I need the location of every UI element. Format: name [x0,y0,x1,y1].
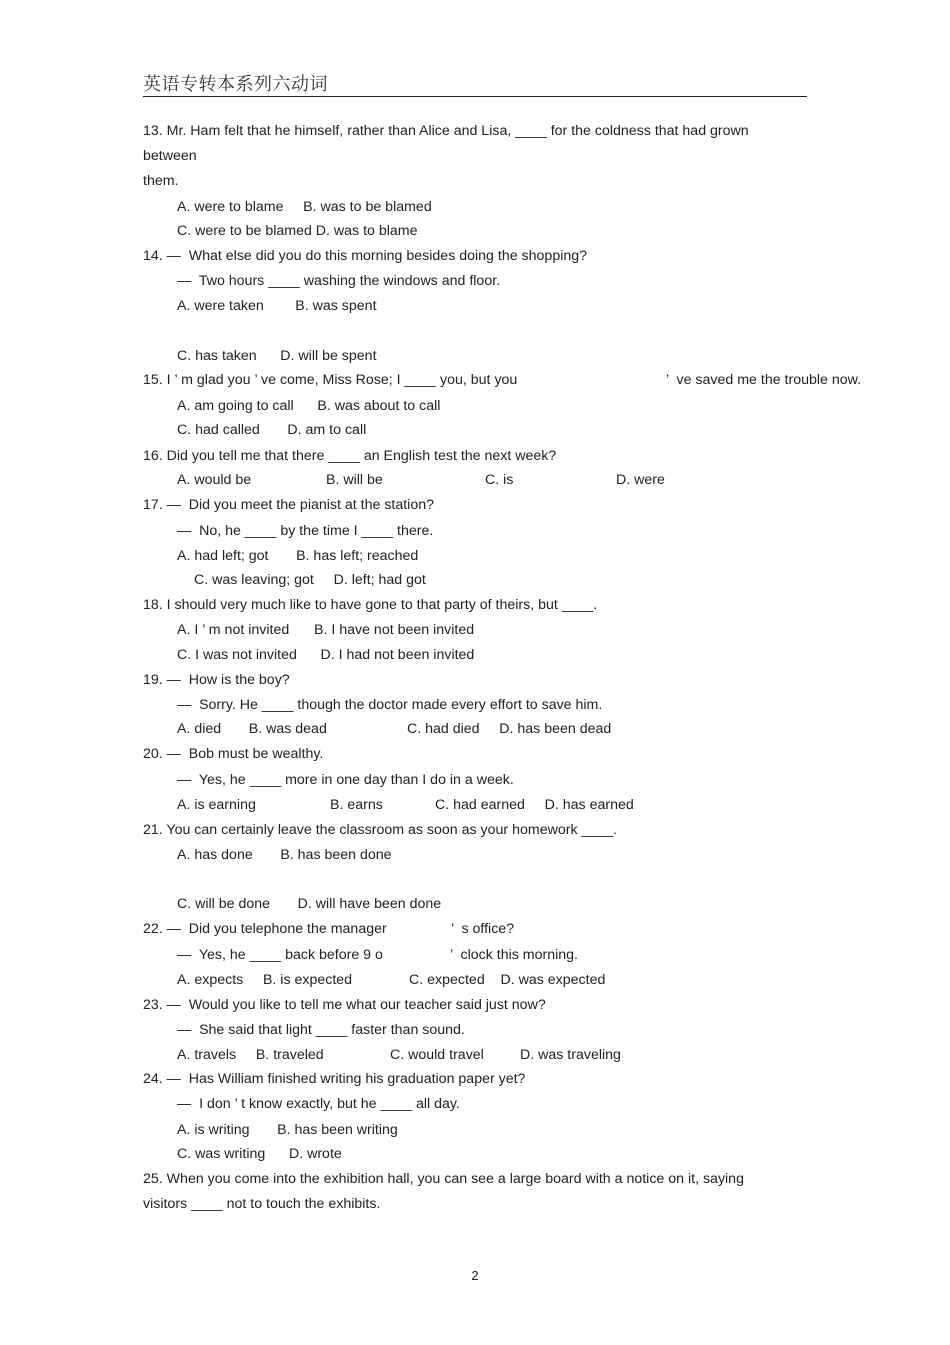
text-line: C. was leaving; got D. left; had got [194,572,426,588]
text-line: A. travels B. traveled [177,1047,324,1063]
text-line: 19. — How is the boy? [143,672,290,688]
text-line: C. has taken D. will be spent [177,348,377,364]
text-line: A. died B. was dead [177,721,327,737]
text-line: 24. — Has William finished writing his graduation paper yet? [143,1071,526,1087]
text-line: C. had earned D. has earned [435,797,634,813]
text-line: — I don ’ t know exactly, but he ____ all day. [177,1096,460,1112]
text-line: 23. — Would you like to tell me what our teacher said just now? [143,997,546,1013]
text-line: — No, he ____ by the time I ____ there. [177,523,434,539]
text-line: 18. I should very much like to have gone to that party of theirs, but ____. [143,597,598,613]
text-line: — She said that light ____ faster than sound. [177,1022,465,1038]
page-header-title: 英语专转本系列六动词 [143,74,328,95]
text-line: 17. — Did you meet the pianist at the station? [143,497,435,513]
text-line: between [143,148,197,164]
text-line: A. were taken B. was spent [177,298,377,314]
text-line: ’ ve saved me the trouble now. [666,372,862,388]
text-line: A. is earning [177,797,256,813]
text-line: 13. Mr. Ham felt that he himself, rather than Alice and Lisa, ____ for the coldness that had grown [143,123,749,139]
text-line: C. will be done D. will have been done [177,896,442,912]
text-line: C. were to be blamed D. was to blame [177,223,418,239]
text-line: them. [143,173,179,189]
text-line: — Sorry. He ____ though the doctor made every effort to save him. [177,697,603,713]
text-line: A. is writing B. has been writing [177,1122,398,1138]
text-line: — Yes, he ____ back before 9 o [177,947,383,963]
text-line: A. had left; got B. has left; reached [177,548,419,564]
text-line: A. were to blame B. was to be blamed [177,199,432,215]
text-line: D. was traveling [520,1047,621,1063]
text-line: C. was writing D. wrote [177,1146,342,1162]
text-line: 22. — Did you telephone the manager [143,921,387,937]
text-line: 15. I ’ m glad you ’ ve come, Miss Rose; I ____ you, but you [143,372,518,388]
text-line: C. I was not invited D. I had not been invited [177,647,475,663]
text-line: visitors ____ not to touch the exhibits. [143,1196,381,1212]
text-line: C. had called D. am to call [177,422,367,438]
text-line: — Two hours ____ washing the windows and floor. [177,273,501,289]
page-header [143,66,807,97]
text-line: — Yes, he ____ more in one day than I do in a week. [177,772,514,788]
text-line: C. would travel [390,1047,484,1063]
text-line: B. earns [330,797,383,813]
text-line: A. expects B. is expected [177,972,353,988]
text-line: A. has done B. has been done [177,847,392,863]
text-line: 16. Did you tell me that there ____ an English test the next week? [143,448,557,464]
text-line: ’ s office? [451,921,515,937]
text-line: 20. — Bob must be wealthy. [143,746,324,762]
text-line: B. I have not been invited [314,622,475,638]
text-line: ’ clock this morning. [450,947,578,963]
text-line: 21. You can certainly leave the classroom as soon as your homework ____. [143,822,617,838]
text-line: 14. — What else did you do this morning besides doing the shopping? [143,248,588,264]
text-line: D. were [616,472,665,488]
text-line: 25. When you come into the exhibition hall, you can see a large board with a notice on it, saying [143,1171,744,1187]
text-line: C. is [485,472,514,488]
page-number: 2 [471,1268,479,1283]
text-line: C. had died D. has been dead [407,721,612,737]
text-line: A. I ’ m not invited [177,622,290,638]
text-line: A. am going to call B. was about to call [177,398,441,414]
text-line: A. would be [177,472,252,488]
text-line: B. will be [326,472,383,488]
text-line: C. expected D. was expected [409,972,606,988]
